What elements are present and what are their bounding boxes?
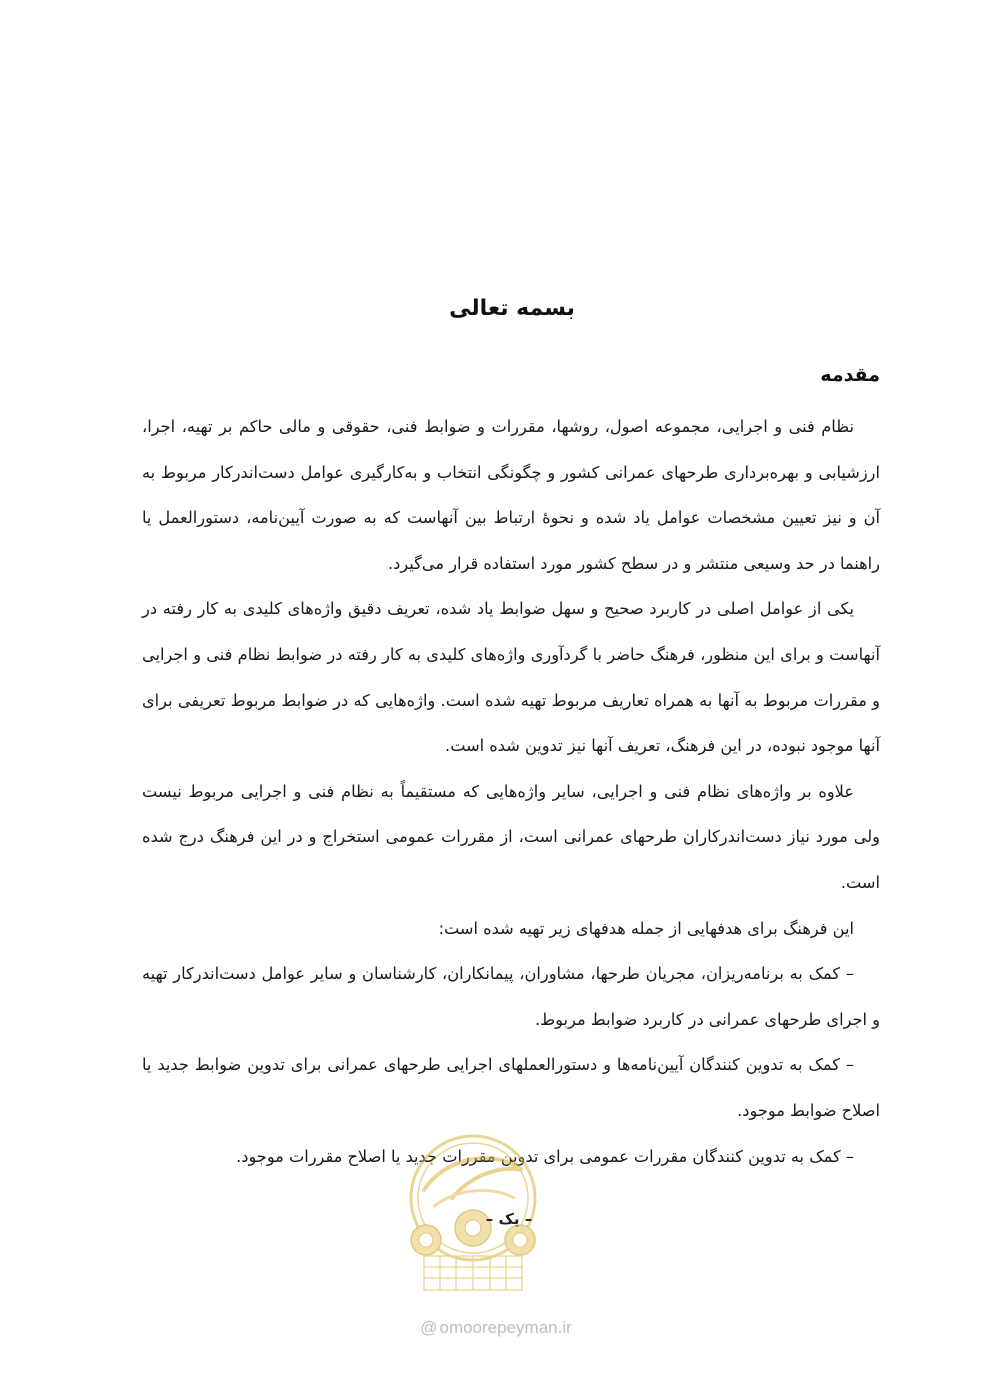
bullet-item-2: – کمک به تدوین کنندگان آیین‌نامه‌ها و دستورالعملهای اجرایی طرحهای عمرانی برای تدوین ضوابط جدید یا اصلاح ضوابط موجود.	[142, 1055, 880, 1120]
section-heading: مقدمه	[820, 364, 880, 386]
site-url: omoorepeyman.ir	[439, 1318, 572, 1337]
bullet-item-3: – کمک به تدوین کنندگان مقررات عمومی برای تدوین مقررات جدید یا اصلاح مقررات موجود.	[236, 1146, 854, 1166]
paragraph-2: یکی از عوامل اصلی در کاربرد صحیح و سهل ضوابط یاد شده، تعریف دقیق واژه‌های کلیدی به کار رفته در آنهاست و برای این منظور، فرهنگ حاضر با گردآوری واژه‌های کلیدی به کار رفته در ضوابط نظام فنی و اجرایی و مقررات مربوط به آنها به همراه تعاریف مربوط تهیه شده است. واژه‌هایی که در ضوابط مربوط تعریفی برای آنها موجود نبوده، در این فرهنگ، تعریف آنها نیز تدوین شده است.	[142, 599, 880, 756]
paragraph-3: علاوه بر واژه‌های نظام فنی و اجرایی، سایر واژه‌هایی که مستقیماً به نظام فنی و اجرایی مربوط نیست ولی مورد نیاز دست‌اندرکاران طرحهای عمرانی است، از مقررات عمومی استخراج و در این فرهنگ درج شده است.	[142, 781, 880, 892]
paragraph-4: این فرهنگ برای هدفهایی از جمله هدفهای زیر تهیه شده است:	[438, 918, 854, 938]
at-icon: @	[420, 1318, 438, 1337]
bullet-item-1: – کمک به برنامه‌ریزان، مجریان طرحها، مشاوران، پیمانکاران، کارشناسان و سایر عوامل دست‌اندرکار تهیه و اجرای طرحهای عمرانی در کاربرد ضوابط مربوط.	[142, 964, 880, 1029]
site-watermark	[0, 1318, 992, 1338]
paragraph-1: نظام فنی و اجرایی، مجموعه اصول، روشها، مقررات و ضوابط فنی، حقوقی و مالی حاکم بر تهیه، اجرا، ارزشیابی و بهره‌برداری طرحهای عمرانی کشور و چگونگی انتخاب و به‌کارگیری عوامل دست‌اندرکار مربوط به آن و نیز تعیین مشخصات عوامل یاد شده و نحوهٔ ارتباط بین آنهاست که به صورت آیین‌نامه، دستورالعمل یا راهنما در حد وسیعی منتشر و در سطح کشور مورد استفاده قرار می‌گیرد.	[142, 417, 880, 573]
page-number: – یک –	[485, 1210, 533, 1228]
document-body	[142, 404, 880, 1179]
page-title: بسمه تعالی	[449, 296, 575, 321]
